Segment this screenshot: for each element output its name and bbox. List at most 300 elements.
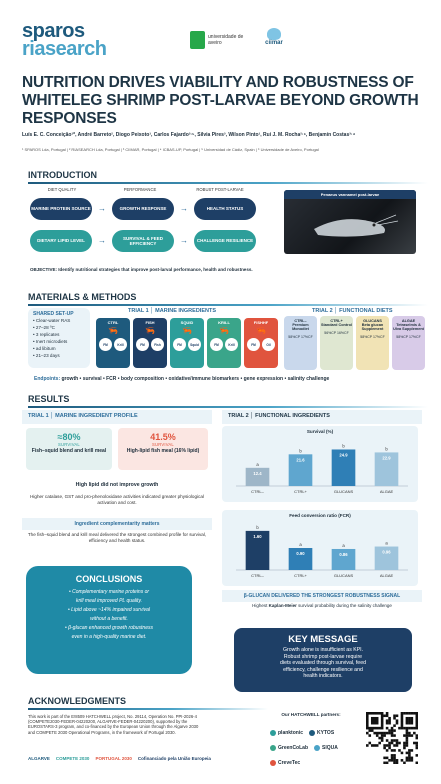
key-message-line: Growth alone is insufficient as KPI.	[282, 647, 364, 653]
photo-caption: Penaeus vannamei post-larvae	[284, 190, 416, 199]
card1-pct: ≈80%	[57, 432, 81, 442]
qr-module	[391, 754, 394, 757]
tick-label: CTRL+	[294, 573, 307, 578]
qr-module	[386, 712, 389, 715]
qr-module	[381, 727, 384, 730]
intro-heading: INTRODUCTION	[28, 170, 97, 180]
pill-challenge-resilience: CHALLENGE RESILIENCE	[194, 230, 256, 252]
card2-pct: 41.5%	[150, 432, 176, 442]
setup-item: • 21–23 days	[33, 353, 60, 358]
qr-module	[388, 747, 391, 750]
data-label: 22.9	[382, 455, 391, 461]
arrow-right-icon: →	[98, 236, 106, 245]
qr-module	[403, 742, 406, 745]
partner-logo	[309, 728, 334, 739]
qr-module	[376, 717, 379, 720]
functional-diet-name: CTRL+	[330, 319, 343, 323]
qr-module	[388, 717, 391, 720]
qr-module	[408, 752, 411, 755]
conclusion-line: without a benefit.	[90, 616, 128, 622]
tick-label: ALGAE	[379, 489, 394, 494]
qr-module	[383, 762, 386, 764]
qr-module	[406, 744, 409, 747]
qr-module	[378, 742, 381, 745]
objective	[30, 267, 430, 272]
diet-card	[96, 318, 130, 368]
qr-module	[381, 717, 384, 720]
objective-label: OBJECTIVE:	[30, 267, 58, 272]
ack-line: and COMPETE 2030 Operational Programs, in the framework of Portugal 2030.	[28, 729, 176, 735]
qr-module	[366, 732, 369, 735]
shrimp-icon	[284, 199, 416, 251]
diet-name: FISHHF	[253, 320, 269, 325]
ack-heading: ACKNOWLEDGMENTS	[28, 696, 126, 706]
results-heading: RESULTS	[28, 394, 70, 404]
qr-module	[381, 732, 384, 735]
qr-module	[386, 714, 389, 717]
conclusion-line: • Lipid above ~14% impaired survival	[68, 607, 150, 613]
partner-name: GreenCoLab	[278, 744, 309, 751]
qr-module	[368, 734, 371, 737]
qr-module	[406, 759, 409, 762]
qr-module	[373, 727, 376, 730]
glucan-note	[222, 603, 422, 608]
qr-module	[373, 717, 376, 720]
qr-module	[386, 757, 389, 760]
qr-module	[368, 727, 371, 730]
ack-line: This work is part of the E!8509 HATCHWELL project, No. 29114, Operation No. PPI-2026-4	[28, 714, 197, 719]
qr-module	[393, 757, 396, 760]
ack-line: EUROSTARS-3 program, and co-financed by the European Union through the Algarve 2030	[28, 724, 199, 730]
qr-module	[416, 724, 418, 727]
qr-module	[408, 727, 411, 730]
qr-module	[406, 727, 409, 730]
conclusion-line: • Complementary marine proteins or	[68, 589, 150, 595]
qr-module	[368, 712, 371, 715]
tick-label: ALGAE	[379, 573, 394, 578]
qr-module	[391, 727, 394, 730]
qr-module	[408, 717, 411, 720]
qr-module	[381, 739, 384, 742]
qr-code-icon[interactable]	[366, 712, 418, 764]
qr-module	[413, 732, 416, 735]
tick-label: CTRL–	[251, 489, 264, 494]
qr-module	[366, 724, 369, 727]
qr-module	[408, 734, 411, 737]
funder-logo: PORTUGAL 2030	[95, 755, 132, 761]
diet-name: CTRL	[107, 320, 119, 325]
ingredient-circle: FM	[173, 338, 186, 351]
trial2-title: TRIAL 2 │ FUNCTIONAL DIETS	[312, 308, 393, 314]
qr-module	[366, 717, 369, 720]
trial2-diets	[284, 316, 432, 370]
partner-dot-icon	[314, 745, 320, 751]
data-label: 0.86	[339, 551, 348, 557]
setup-item: • Inert microdiets	[33, 339, 68, 344]
setup-item: • ad libitum	[33, 346, 56, 351]
qr-module	[386, 739, 389, 742]
qr-module	[401, 714, 404, 717]
qr-module	[366, 727, 369, 730]
pill-dietary-lipid: DIETARY LIPID LEVEL	[30, 230, 92, 252]
complementarity-band: Ingredient complementarity matters	[22, 518, 212, 530]
diet-name: KRILL	[218, 320, 230, 325]
qr-module	[373, 744, 376, 747]
data-label: 1.60	[253, 533, 262, 539]
qr-module	[406, 734, 409, 737]
qr-module	[366, 714, 369, 717]
qr-module	[408, 759, 411, 762]
qr-module	[411, 712, 414, 715]
glucan-band: β-GLUCAN DELIVERED THE STRONGEST ROBUSTNESS SIGNAL	[222, 590, 422, 602]
key-message-line: diets evaluated through survival, feed	[280, 660, 366, 666]
conclusions-list	[26, 588, 192, 642]
qr-module	[416, 734, 418, 737]
qr-module	[376, 722, 379, 725]
tick-label: GLUCANS	[333, 489, 354, 494]
lipid-heading: High lipid did not improve growth	[75, 482, 159, 488]
functional-diet-value: 58%CP 17%CF	[396, 335, 421, 339]
survival-chart-title: Survival (%)	[306, 429, 334, 434]
pill-growth-response: GROWTH RESPONSE	[112, 198, 174, 220]
setup-item: • Clear-water RAS	[33, 318, 71, 323]
complementarity-text: The fish–squid blend and krill meal delivered the strongest combined profile for survival, efficiency and health status.	[27, 532, 207, 543]
diet-card	[244, 318, 278, 368]
qr-module	[396, 759, 399, 762]
qr-module	[401, 724, 404, 727]
qr-module	[371, 722, 374, 725]
qr-module	[411, 759, 414, 762]
ack-text	[28, 714, 268, 735]
qr-module	[373, 732, 376, 735]
data-label: 0.96	[382, 549, 391, 555]
partner-name: SIQUA	[322, 744, 338, 751]
qr-module	[393, 754, 396, 757]
qr-module	[396, 722, 399, 725]
lipid-text: Higher catalase, GST and pro-phenoloxidase activities indicated greater physiological activation and cost.	[30, 494, 204, 505]
qr-module	[383, 714, 386, 717]
qr-module	[388, 722, 391, 725]
partner-dot-icon	[270, 745, 276, 751]
sparos-logo	[22, 22, 162, 58]
card2-sub: SURVIVAL	[152, 442, 174, 447]
qr-module	[411, 749, 414, 752]
ua-mark-icon	[190, 31, 205, 49]
partner-logos	[270, 728, 354, 768]
card1-desc: Fish–squid blend and krill meal	[31, 448, 107, 454]
qr-module	[408, 749, 411, 752]
qr-module	[406, 712, 409, 715]
funder-logo: COMPETE 2030	[55, 755, 90, 761]
qr-module	[413, 727, 416, 730]
qr-module	[416, 727, 418, 730]
qr-module	[366, 722, 369, 725]
trial1-title: TRIAL 1 │ MARINE INGREDIENTS	[128, 308, 216, 314]
ingredient-circle: Krill	[225, 338, 238, 351]
qr-module	[386, 744, 389, 747]
partner-name: CreveTec	[278, 759, 301, 766]
ingredient-circle: Fish	[151, 338, 164, 351]
ua-logo	[190, 28, 250, 52]
qr-module	[408, 712, 411, 715]
diet-name: FISH	[145, 320, 155, 325]
fcr-chart-svg	[222, 518, 418, 582]
qr-module	[396, 714, 399, 717]
qr-module	[378, 732, 381, 735]
results-divider	[28, 406, 428, 408]
ingredient-circle: FM	[210, 338, 223, 351]
pill-marine-protein: MARINE PROTEIN SOURCE	[30, 198, 92, 220]
qr-module	[401, 712, 404, 715]
qr-module	[391, 757, 394, 760]
data-label: 24.9	[339, 452, 348, 458]
intro-col2-label: PERFORMANCE	[123, 187, 157, 192]
qr-module	[411, 717, 414, 720]
qr-module	[393, 714, 396, 717]
qr-module	[403, 727, 406, 730]
qr-module	[371, 719, 374, 722]
qr-module	[388, 759, 391, 762]
key-message-line: health indicators.	[303, 673, 343, 679]
partner-dot-icon	[309, 730, 315, 736]
qr-module	[391, 759, 394, 762]
functional-diet-card	[392, 316, 425, 370]
qr-module	[383, 732, 386, 735]
partner-logo	[270, 757, 300, 768]
qr-module	[413, 742, 416, 745]
qr-module	[416, 714, 418, 717]
qr-module	[403, 734, 406, 737]
tick-label: CTRL–	[251, 573, 264, 578]
qr-module	[403, 744, 406, 747]
ingredient-circle: FM	[136, 338, 149, 351]
qr-module	[381, 734, 384, 737]
qr-module	[393, 739, 396, 742]
card-survival-415	[118, 428, 208, 470]
qr-module	[411, 727, 414, 730]
qr-module	[393, 729, 396, 732]
intro-divider	[28, 182, 428, 184]
significance-letter: b	[342, 443, 345, 449]
card2-desc: High-lipid fish meal (16% lipid)	[126, 448, 200, 454]
qr-module	[388, 719, 391, 722]
objective-text: Identify nutritional strategies that improve post-larval performance, health and robustness.	[58, 267, 253, 272]
qr-module	[406, 729, 409, 732]
arrow-right-icon: →	[98, 204, 106, 213]
significance-letter: a	[256, 461, 259, 467]
qr-module	[368, 729, 371, 732]
card-survival-80	[26, 428, 112, 470]
partner-dot-icon	[270, 730, 276, 736]
brand-line2: riasearch	[22, 38, 107, 60]
qr-module	[383, 757, 386, 760]
conclusion-line: krill meal improved PL quality.	[76, 598, 142, 604]
qr-module	[373, 719, 376, 722]
pill-health-status: HEALTH STATUS	[194, 198, 256, 220]
qr-module	[391, 749, 394, 752]
qr-module	[416, 719, 418, 722]
shrimp-icon: 🦐	[145, 326, 155, 335]
qr-module	[376, 712, 379, 715]
qr-module	[416, 712, 418, 715]
conclusion-line: even in a high-quality marine diet.	[71, 634, 147, 640]
conclusions-heading: CONCLUSIONS	[75, 574, 143, 584]
qr-module	[393, 734, 396, 737]
shrimp-icon: 🦐	[219, 326, 229, 335]
qr-module	[396, 744, 399, 747]
qr-module	[381, 714, 384, 717]
functional-diet-sub: Tetraselmis & Ulva Supplement	[393, 323, 424, 331]
functional-diet-sub: Standard Control	[320, 323, 352, 327]
qr-module	[386, 749, 389, 752]
shrimp-icon: 🦐	[108, 326, 118, 335]
ciimar-label: ciimar	[265, 40, 283, 46]
funder-logo: ALGARVE	[28, 755, 50, 761]
partner-name: KYTOS	[317, 730, 335, 737]
qr-module	[386, 762, 389, 764]
arrow-right-icon: →	[180, 204, 188, 213]
qr-module	[393, 717, 396, 720]
significance-letter: a	[385, 540, 388, 546]
qr-module	[406, 722, 409, 725]
diet-card	[170, 318, 204, 368]
qr-module	[398, 727, 401, 730]
qr-module	[388, 744, 391, 747]
qr-module	[413, 712, 416, 715]
qr-module	[406, 752, 409, 755]
qr-module	[371, 717, 374, 720]
qr-module	[391, 732, 394, 735]
qr-module	[396, 762, 399, 764]
data-label: 21.6	[296, 457, 305, 463]
glucan-note-pre: Highest	[252, 603, 269, 608]
functional-diet-value: 56%CP 16%CF	[324, 331, 349, 335]
qr-module	[403, 747, 406, 750]
qr-module	[406, 739, 409, 742]
setup-title: SHARED SET-UP	[33, 311, 74, 317]
qr-module	[411, 757, 414, 760]
qr-module	[416, 744, 418, 747]
qr-module	[406, 717, 409, 720]
endpoints	[34, 376, 434, 382]
qr-module	[408, 732, 411, 735]
qr-module	[416, 762, 418, 764]
functional-diet-name: ALGAE	[401, 319, 416, 323]
qr-module	[411, 719, 414, 722]
qr-module	[391, 739, 394, 742]
qr-module	[406, 719, 409, 722]
fcr-chart-title: Feed conversion ratio (FCR)	[289, 513, 351, 518]
functional-diet-card	[284, 316, 317, 370]
qr-module	[401, 727, 404, 730]
partner-name: planktonic	[278, 730, 304, 737]
key-message-box	[234, 628, 412, 692]
endpoints-label: Endpoints:	[34, 376, 61, 382]
qr-module	[401, 759, 404, 762]
qr-module	[383, 747, 386, 750]
conclusion-line: • β-glucan enhanced growth robustness	[65, 625, 153, 631]
qr-module	[391, 742, 394, 745]
shrimp-photo	[284, 190, 416, 254]
qr-module	[416, 717, 418, 720]
qr-module	[393, 762, 396, 764]
diet-card	[207, 318, 241, 368]
affiliations: ¹ SPAROS Lda, Portugal | ² RIASEARCH Lda, Portugal | ³ CIIMAR, Portugal | ⁴ ICBAS-UP, Portugal | ⁵ Universidad de Cádiz, Spain | ⁶ Universidade de Aveiro, Portugal	[22, 147, 319, 152]
endpoints-text: growth • survival • FCR • body composition • oxidative/immune biomarkers • gene expression • salinity challenge	[61, 376, 330, 382]
ingredient-circle: FM	[247, 338, 260, 351]
funder-logos	[28, 750, 268, 766]
qr-module	[381, 719, 384, 722]
qr-module	[401, 719, 404, 722]
fcr-chart	[222, 510, 418, 586]
qr-module	[386, 722, 389, 725]
significance-letter: b	[299, 448, 302, 454]
ack-divider	[28, 708, 268, 710]
functional-diet-value: 58%CP 17%CF	[288, 335, 313, 339]
poster-title: NUTRITION DRIVES VIABILITY AND ROBUSTNESS OF WHITELEG SHRIMP POST-LARVAE BEYOND GROWTH RESPONSES	[22, 74, 419, 127]
qr-module	[393, 759, 396, 762]
qr-module	[371, 744, 374, 747]
key-message-line: efficiency, challenge resilience and	[283, 666, 363, 673]
qr-module	[378, 727, 381, 730]
qr-module	[388, 732, 391, 735]
qr-module	[376, 734, 379, 737]
partner-logo	[314, 743, 338, 754]
trial1-diets	[96, 318, 286, 368]
qr-module	[403, 712, 406, 715]
qr-module	[391, 734, 394, 737]
funder-logo: Cofinanciado pela União Europeia	[137, 755, 211, 761]
qr-module	[406, 742, 409, 745]
ingredient-circle: Oil	[262, 338, 275, 351]
setup-list	[33, 317, 85, 359]
survival-chart-svg	[222, 434, 418, 498]
qr-module	[416, 747, 418, 750]
qr-module	[376, 732, 379, 735]
functional-diet-name: CTRL–	[294, 319, 307, 323]
qr-module	[416, 754, 418, 757]
significance-letter: a	[299, 542, 302, 547]
results-trial1-title: TRIAL 1 │ MARINE INGREDIENT PROFILE	[28, 413, 138, 419]
qr-module	[406, 757, 409, 760]
ciimar-logo	[254, 28, 294, 52]
qr-module	[416, 742, 418, 745]
ciimar-mark-icon	[267, 28, 281, 40]
data-label: 12.4	[253, 470, 262, 476]
qr-module	[386, 732, 389, 735]
setup-item: • 3 replicates	[33, 332, 60, 337]
conclusions-box	[26, 566, 192, 674]
partner-logo	[270, 728, 303, 739]
qr-module	[368, 742, 371, 745]
tick-label: GLUCANS	[333, 573, 354, 578]
qr-module	[371, 729, 374, 732]
key-message-line: Robust shrimp post-larvae require	[283, 653, 363, 660]
ua-label: universidade de aveiro	[208, 34, 244, 46]
functional-diet-card	[320, 316, 353, 370]
ingredient-circle: Squid	[188, 338, 201, 351]
glucan-note-post: survival probability during the salinity challenge	[296, 603, 392, 608]
tick-label: CTRL+	[294, 489, 307, 494]
qr-module	[398, 742, 401, 745]
qr-module	[401, 722, 404, 725]
qr-module	[378, 712, 381, 715]
qr-module	[408, 719, 411, 722]
qr-module	[406, 737, 409, 740]
qr-module	[401, 752, 404, 755]
qr-module	[376, 727, 379, 730]
functional-diet-name: GLUCANS	[363, 319, 382, 323]
